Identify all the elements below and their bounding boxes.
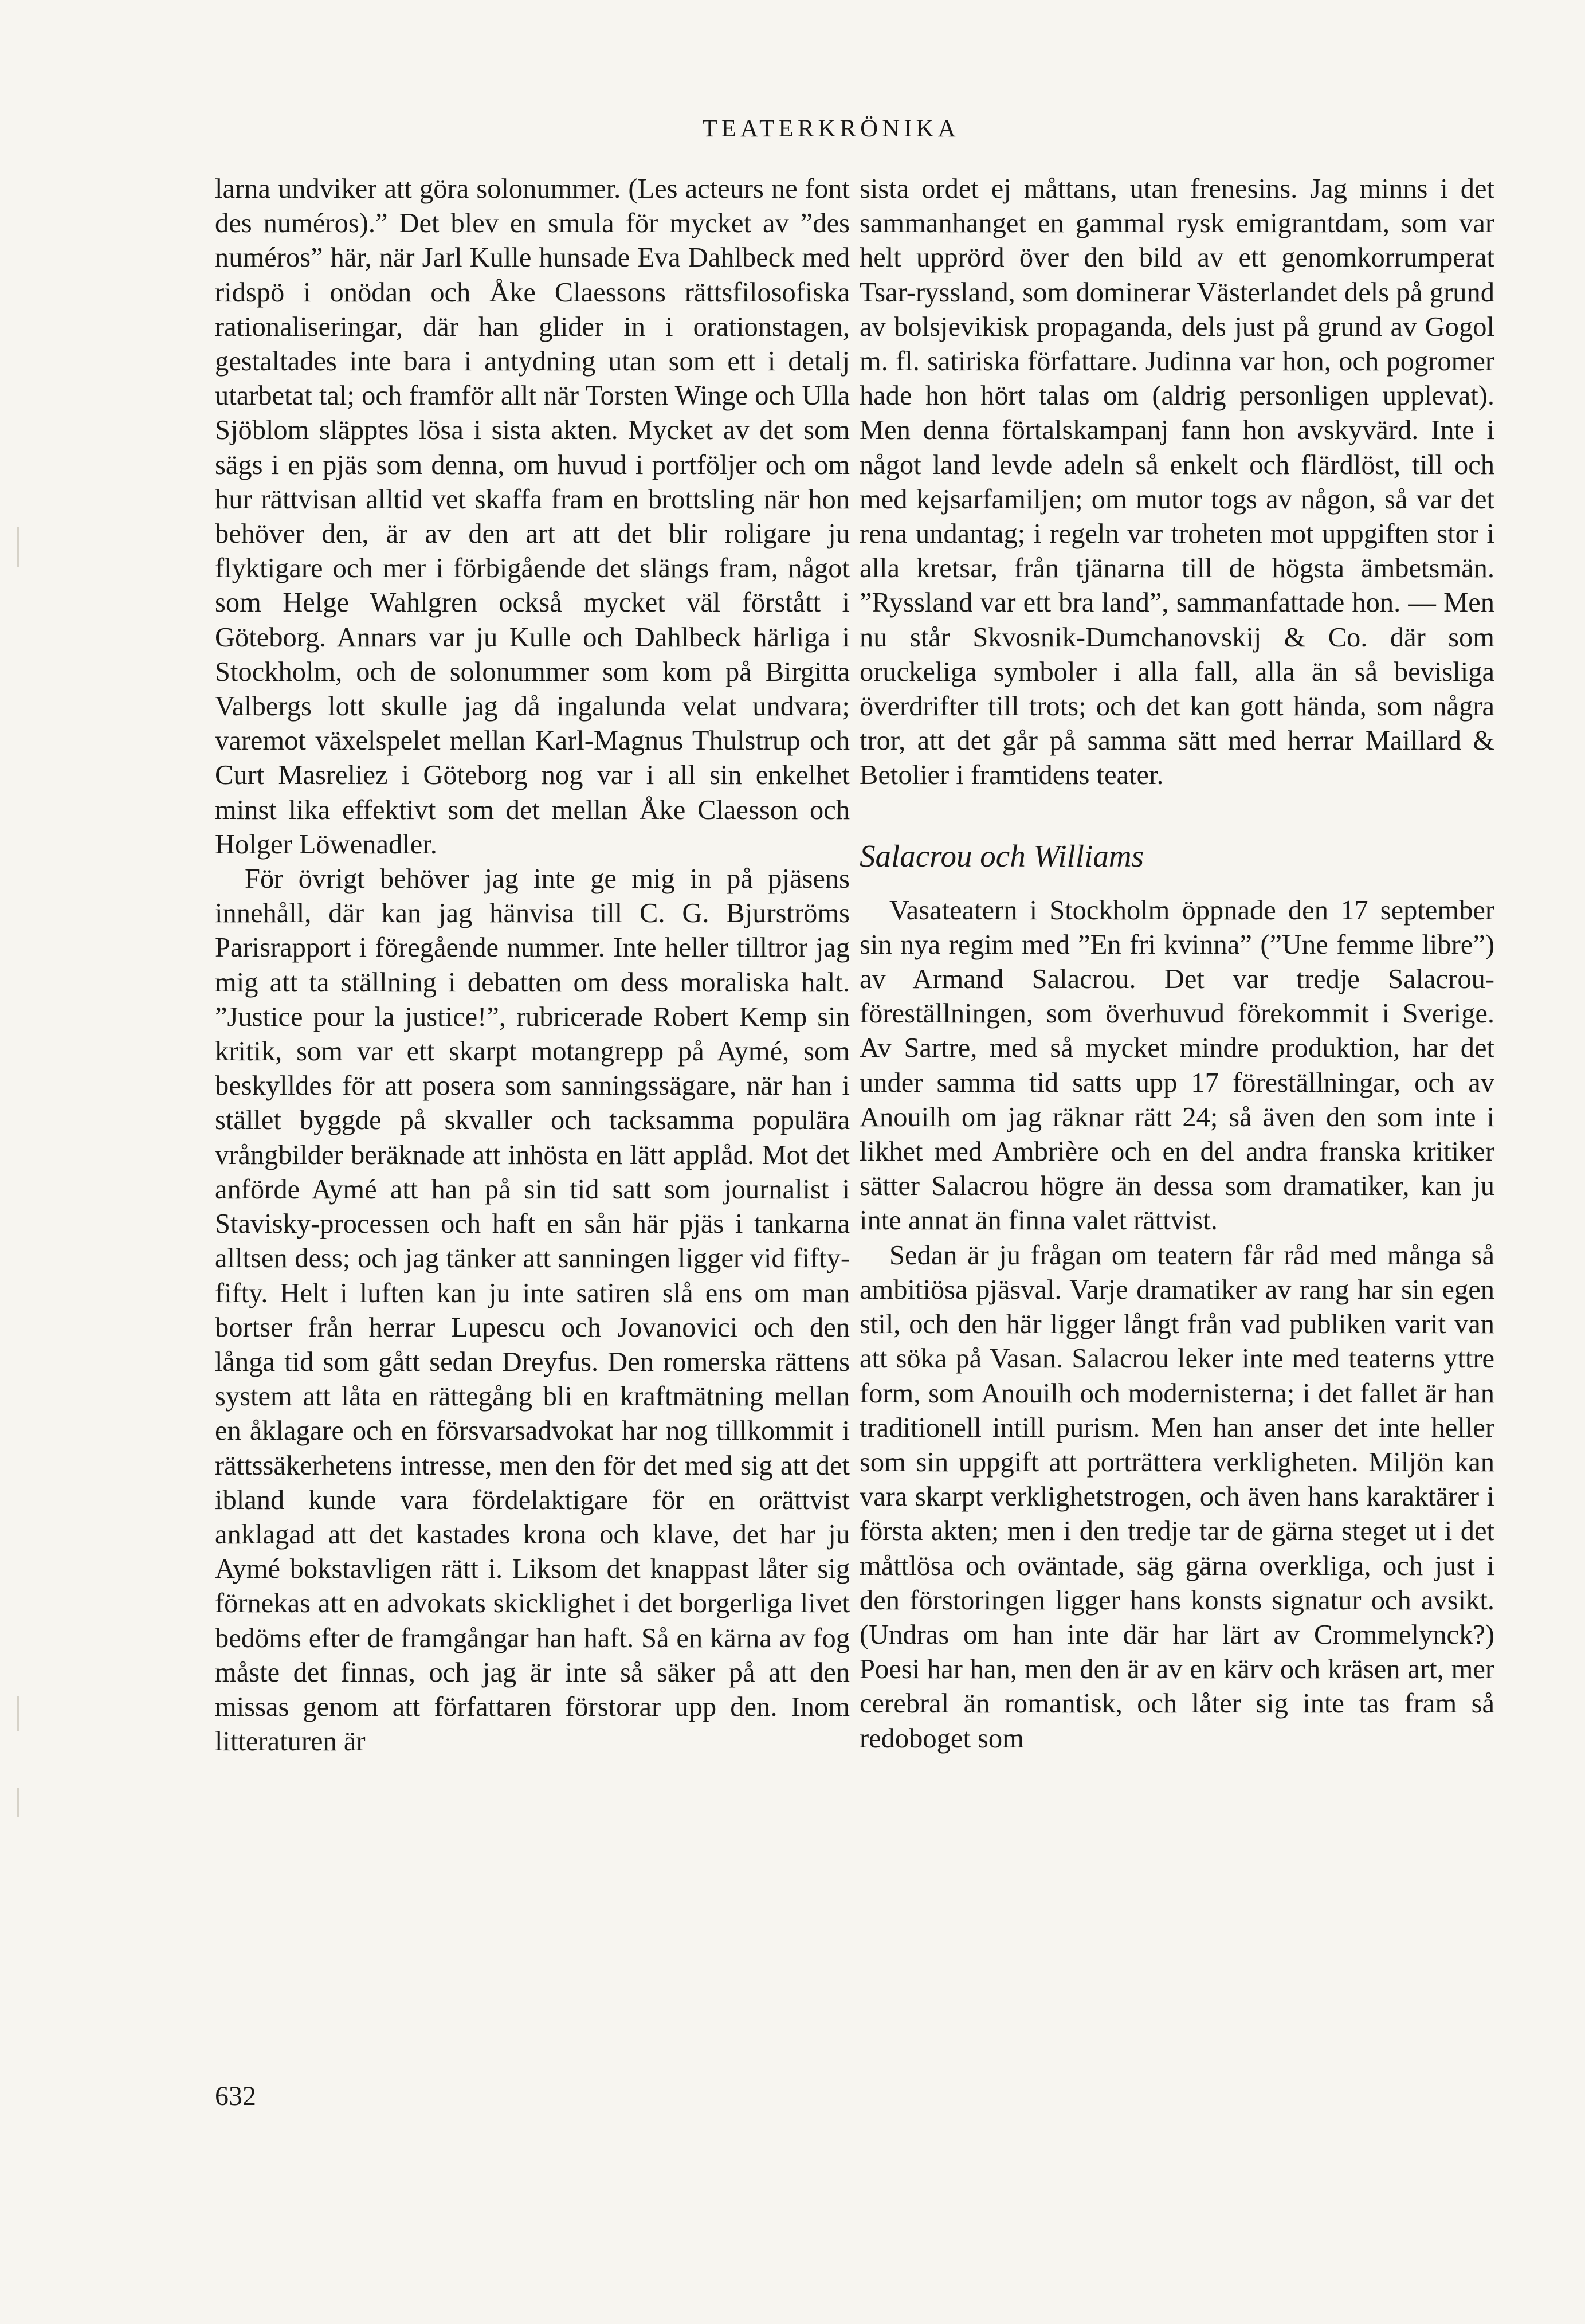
scan-margin-mark (17, 1788, 19, 1817)
scan-margin-mark (17, 1696, 19, 1731)
running-title: TEATERKRÖNIKA (702, 115, 960, 142)
left-paragraph-2: För övrigt behöver jag inte ge mig in på pjäsens innehåll, där kan jag hänvisa till C. G. Bjurströms Parisrapport i föregående nummer. Inte heller tilltror jag mig att ta ställning i debatten om dess moraliska halt. ”Justice pour la justice!”, rubricerade Robert Kemp sin kritik, som var ett skarpt motangrepp på Aymé, som beskylldes för att posera som sanningssägare, när han i stället byggde på skvaller och tacksamma populära vrångbilder beräknade att inhösta en lätt applåd. Mot det anförde Aymé att han på sin tid satt som journalist i Stavisky-processen och haft en sån här pjäs i tankarna alltsen dess; och jag tänker att sanningen ligger vid fifty-fifty. Helt i luften kan ju inte satiren slå ens om man bortser från herrar Lupescu och Jovanovici och den långa tid som gått sedan Dreyfus. Den romerska rättens system att låta en rättegång bli en kraftmätning mellan en åklagare och en försvarsadvokat har nog tillkommit i rättssäkerhetens intresse, men den för det med sig att det ibland kunde vara fördelaktigare för en orättvist anklagad att det kastades krona och klave, det har ju Aymé bokstavligen rätt i. Liksom det knappast låter sig förnekas att en advokats skicklighet i det borgerliga livet bedöms efter de framgångar han haft. Så en kärna av fog måste det finnas, och jag är inte så säker på att den missas genom att författaren förstorar upp den. Inom litteraturen är (215, 864, 850, 1757)
right-column (860, 172, 1494, 1756)
left-paragraph-1: larna undviker att göra solonummer. (Les acteurs ne font des numéros).” Det blev en smula för mycket av ”des numéros” här, när Jarl Kulle hunsade Eva Dahlbeck med ridspö i onödan och Åke Claessons rättsfilosofiska rationaliseringar, där han glider in i orationstagen, gestaltades inte bara i antydning utan som ett i detalj utarbetat tal; och framför allt när Torsten Winge och Ulla Sjöblom släpptes lösa i sista akten. Mycket av det som sägs i en pjäs som denna, om huvud i portföljer och om hur rättvisan alltid vet skaffa fram en brottsling när hon behöver den, är av den art att det blir roligare ju flyktigare och mer i förbigående det slängs fram, något som Helge Wahlgren också mycket väl förstått i Göteborg. Annars var ju Kulle och Dahlbeck härliga i Stockholm, och de solonummer som kom på Birgitta Valbergs lott skulle jag då ingalunda velat undvara; varemot växelspelet mellan Karl-Magnus Thulstrup och Curt Masreliez i Göteborg nog var i all sin enkelhet minst lika effektivt som det mellan Åke Claesson och Holger Löwenadler. (215, 174, 850, 860)
right-paragraph-1: Vasateatern i Stockholm öppnade den 17 september sin nya regim med ”En fri kvinna” (”Une femme libre”) av Armand Salacrou. Det var tredje Salacrou-föreställningen, som överhuvud förekommit i Sverige. Av Sartre, med så mycket mindre produktion, har det under samma tid satts upp 17 föreställningar, och av Anouilh om jag räknar rätt 24; så även den som inte i likhet med Ambrière och en del andra franska kritiker sätter Salacrou högre än dessa som dramatiker, kan ju inte annat än finna valet rättvist. (860, 895, 1494, 1236)
page-number: 632 (215, 2081, 256, 2111)
section-heading: Salacrou och Williams (860, 838, 1144, 873)
left-column (215, 172, 850, 1759)
right-paragraph-2: Sedan är ju frågan om teatern får råd med många så ambitiösa pjäsval. Varje dramatiker av rang har sin egen stil, och den här ligger långt från vad publiken varit van att söka på Vasan. Salacrou leker inte med teaterns yttre form, som Anouilh och modernisterna; i det fallet är han traditionell intill purism. Men han anser det inte heller som sin uppgift att porträttera verkligheten. Miljön kan vara skarpt verklighetstrogen, och även hans karaktärer i första akten; men i den tredje tar de gärna steget ut i det måttlösa och oväntade, säg gärna overkliga, och just i den förstoringen ligger hans konsts signatur och avsikt. (Undras om han inte där har lärt av Crommelynck?) Poesi har han, men den är av en kärv och kräsen art, mer cerebral än romantisk, och låter sig inte tas fram så redoboget som (860, 1240, 1494, 1754)
scan-margin-mark (17, 527, 19, 567)
right-intro-paragraph: sista ordet ej måttans, utan frenesins. Jag minns i det sammanhanget en gammal rysk emigrantdam, som var helt upprörd över den bild av ett genomkorrumperat Tsar-ryssland, som dominerar Västerlandet dels på grund av bolsjevikisk propaganda, dels just på grund av Gogol m. fl. satiriska författare. Judinna var hon, och pogromer hade hon hört talas om (aldrig personligen upplevat). Men denna förtalskampanj fann hon avskyvärd. Inte i något land levde adeln så enkelt och flärdlöst, till och med kejsarfamiljen; om mutor togs av någon, så var det rena undantag; i regeln var troheten mot uppgiften stor i alla kretsar, från tjänarna till de högsta ämbetsmän. ”Ryssland var ett bra land”, sammanfattade hon. — Men nu står Skvosnik-Dumchanovskij & Co. där som oruckeliga symboler i alla fall, alla än så bevisliga överdrifter till trots; och det kan gott hända, som några tror, att det går på samma sätt med herrar Maillard & Betolier i framtidens teater. (860, 174, 1494, 791)
